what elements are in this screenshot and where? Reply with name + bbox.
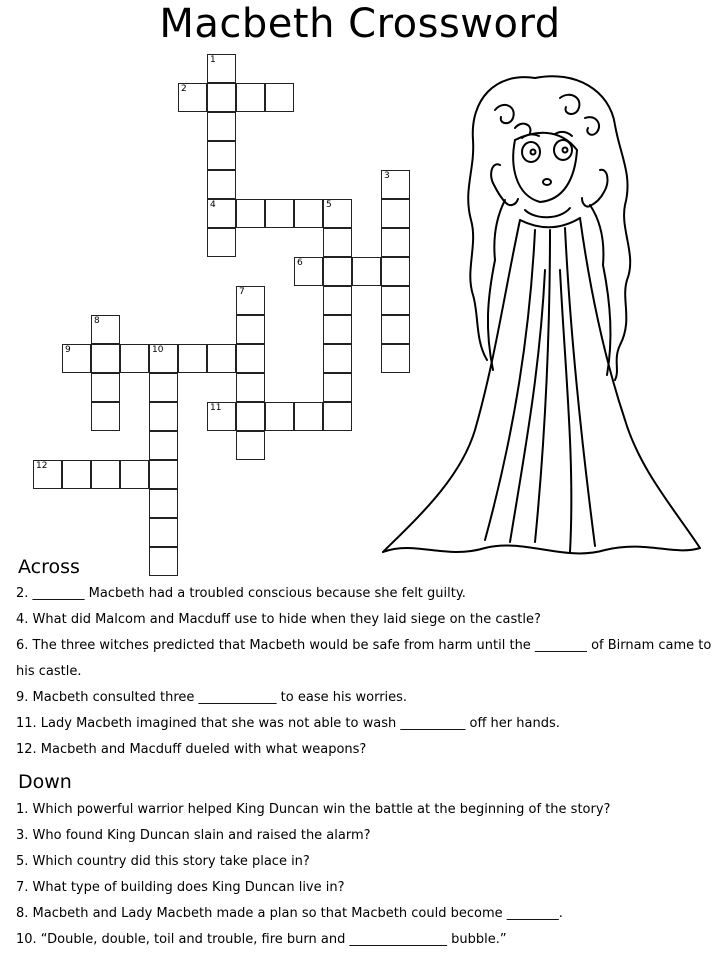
crossword-cell[interactable] <box>149 518 178 547</box>
down-clue-1: 1. Which powerful warrior helped King Duncan win the battle at the beginning of the story? <box>16 802 611 817</box>
crossword-cell[interactable] <box>149 431 178 460</box>
clue-number: 4 <box>210 200 216 210</box>
girl-illustration <box>375 70 715 570</box>
across-clue-11: 11. Lady Macbeth imagined that she was not able to wash __________ off her hands. <box>16 716 560 731</box>
crossword-cell[interactable] <box>207 199 236 228</box>
crossword-cell[interactable] <box>91 344 120 373</box>
crossword-cell[interactable] <box>236 315 265 344</box>
down-clue-8: 8. Macbeth and Lady Macbeth made a plan so that Macbeth could become ________. <box>16 906 563 921</box>
crossword-cell[interactable] <box>294 257 323 286</box>
clue-number: 8 <box>94 316 100 326</box>
clue-number: 5 <box>326 200 332 210</box>
crossword-cell[interactable] <box>178 344 207 373</box>
across-clue-2: 2. ________ Macbeth had a troubled conscious because she felt guilty. <box>16 586 466 601</box>
crossword-cell[interactable] <box>91 402 120 431</box>
clue-number: 12 <box>36 461 48 471</box>
crossword-cell[interactable] <box>236 83 265 112</box>
clue-number: 9 <box>65 345 71 355</box>
down-clue-3: 3. Who found King Duncan slain and raised the alarm? <box>16 828 371 843</box>
across-heading: Across <box>18 556 80 578</box>
crossword-cell[interactable] <box>323 373 352 402</box>
crossword-cell[interactable] <box>149 402 178 431</box>
down-clue-5: 5. Which country did this story take place in? <box>16 854 310 869</box>
crossword-cell[interactable] <box>178 83 207 112</box>
crossword-cell[interactable] <box>323 257 352 286</box>
crossword-cell[interactable] <box>236 402 265 431</box>
down-clue-10: 10. “Double, double, toil and trouble, fire burn and _______________ bubble.” <box>16 932 507 947</box>
clue-number: 11 <box>210 403 222 413</box>
crossword-cell[interactable] <box>207 344 236 373</box>
page-title: Macbeth Crossword <box>159 1 561 47</box>
clue-number: 6 <box>297 258 303 268</box>
crossword-cell[interactable] <box>149 373 178 402</box>
down-heading: Down <box>18 771 72 793</box>
crossword-cell[interactable] <box>323 315 352 344</box>
across-clue-12: 12. Macbeth and Macduff dueled with what weapons? <box>16 742 367 757</box>
clue-number: 10 <box>152 345 164 355</box>
crossword-cell[interactable] <box>207 170 236 199</box>
crossword-cell[interactable] <box>149 489 178 518</box>
crossword-cell[interactable] <box>207 141 236 170</box>
crossword-cell[interactable] <box>149 344 178 373</box>
down-clue-7: 7. What type of building does King Duncan live in? <box>16 880 345 895</box>
crossword-cell[interactable] <box>236 286 265 315</box>
clue-number: 2 <box>181 84 187 94</box>
crossword-cell[interactable] <box>265 402 294 431</box>
crossword-cell[interactable] <box>120 344 149 373</box>
crossword-cell[interactable] <box>91 460 120 489</box>
crossword-cell[interactable] <box>91 373 120 402</box>
crossword-cell[interactable] <box>207 83 236 112</box>
crossword-cell[interactable] <box>149 547 178 576</box>
crossword-cell[interactable] <box>207 54 236 83</box>
crossword-cell[interactable] <box>33 460 62 489</box>
crossword-cell[interactable] <box>236 344 265 373</box>
crossword-cell[interactable] <box>207 112 236 141</box>
crossword-cell[interactable] <box>62 460 91 489</box>
crossword-cell[interactable] <box>323 228 352 257</box>
crossword-cell[interactable] <box>236 431 265 460</box>
crossword-cell[interactable] <box>323 286 352 315</box>
clue-number: 1 <box>210 55 216 65</box>
crossword-cell[interactable] <box>120 460 149 489</box>
crossword-cell[interactable] <box>323 199 352 228</box>
crossword-cell[interactable] <box>62 344 91 373</box>
across-clue-4: 4. What did Malcom and Macduff use to hide when they laid siege on the castle? <box>16 612 541 627</box>
clue-number: 3 <box>384 171 390 181</box>
crossword-cell[interactable] <box>265 199 294 228</box>
crossword-cell[interactable] <box>294 402 323 431</box>
clue-number: 7 <box>239 287 245 297</box>
crossword-cell[interactable] <box>265 83 294 112</box>
crossword-cell[interactable] <box>91 315 120 344</box>
crossword-cell[interactable] <box>207 402 236 431</box>
across-clue-9: 9. Macbeth consulted three ____________ to ease his worries. <box>16 690 408 705</box>
crossword-cell[interactable] <box>236 373 265 402</box>
crossword-cell[interactable] <box>294 199 323 228</box>
across-clue-6: 6. The three witches predicted that Macbeth would be safe from harm until the ________ of Birnam came to his castle. <box>16 638 712 679</box>
crossword-cell[interactable] <box>323 402 352 431</box>
crossword-cell[interactable] <box>236 199 265 228</box>
crossword-cell[interactable] <box>149 460 178 489</box>
crossword-cell[interactable] <box>323 344 352 373</box>
crossword-cell[interactable] <box>207 228 236 257</box>
